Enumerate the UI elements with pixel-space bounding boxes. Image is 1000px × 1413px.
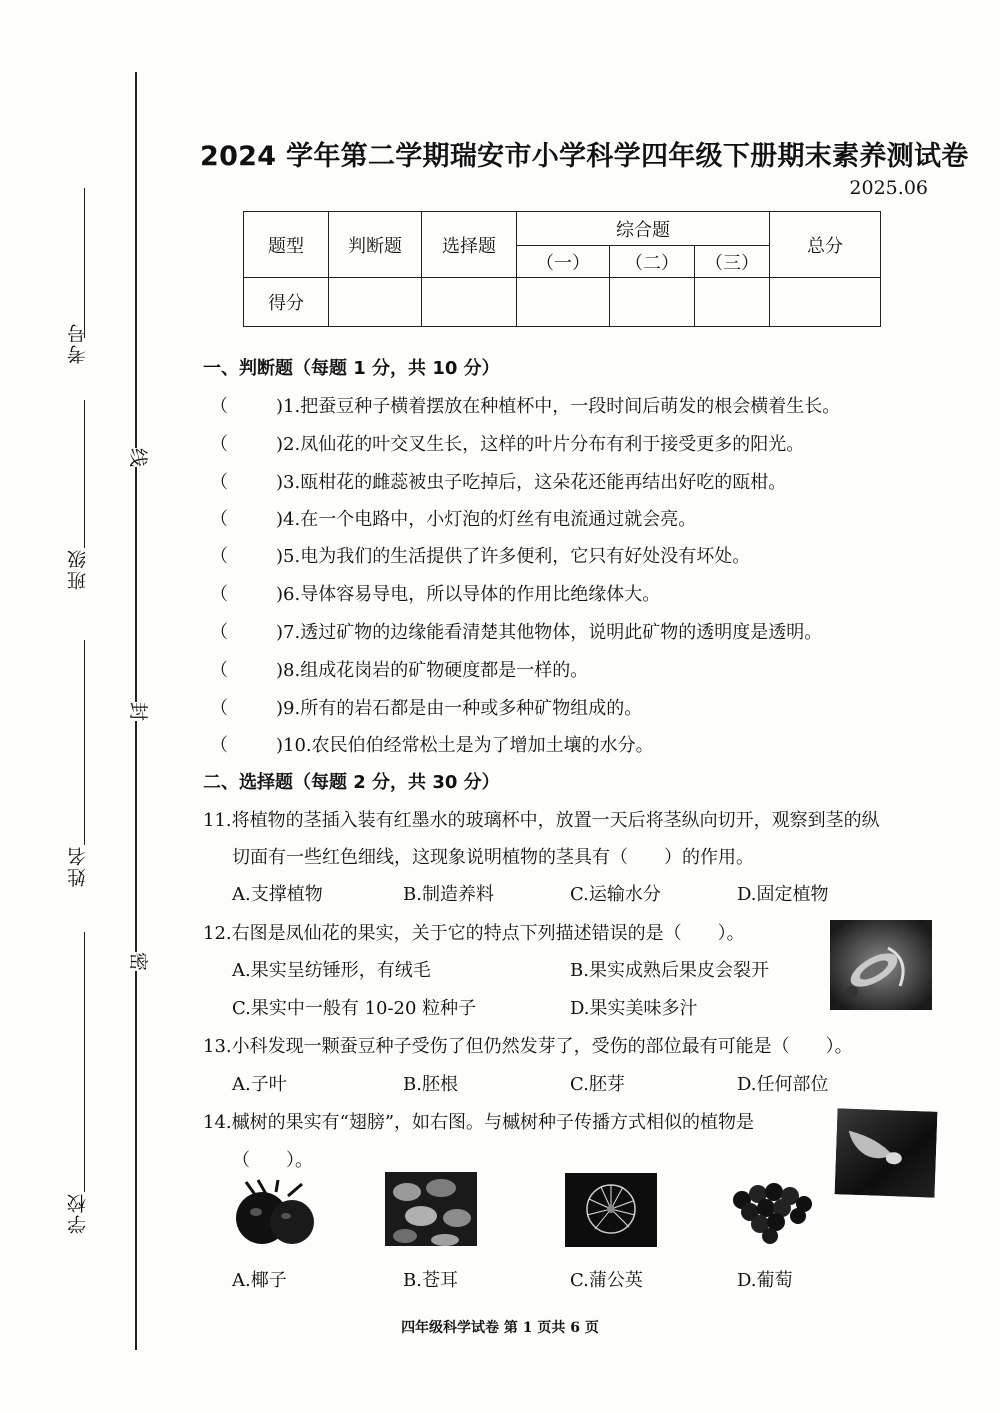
tf-item-4[interactable] xyxy=(210,505,696,531)
q12-line1: 12.右图是凤仙花的果实，关于它的特点下列描述错误的是（ ）。 xyxy=(203,923,745,944)
q13-option-c[interactable]: C.胚芽 xyxy=(570,1074,625,1095)
score-table xyxy=(243,211,881,327)
tf-item-6[interactable] xyxy=(210,580,660,606)
score-cell-true-false[interactable] xyxy=(329,278,422,327)
q12-option-c[interactable]: C.果实中一般有 10-20 粒种子 xyxy=(232,998,477,1019)
q13-option-a[interactable]: A.子叶 xyxy=(232,1074,287,1095)
coconut-image xyxy=(226,1178,324,1246)
binding-line-class xyxy=(84,400,85,548)
answer-paren: （ xyxy=(210,698,228,719)
seal-char-seal: 封 xyxy=(126,702,153,721)
balsam-fruit-photo xyxy=(830,920,932,1010)
q14-option-b[interactable]: B.苍耳 xyxy=(403,1270,458,1291)
header-total: 总分 xyxy=(770,212,881,278)
q11-line2: 切面有一些红色细线，这现象说明植物的茎具有（ ）的作用。 xyxy=(232,847,754,868)
header-question-type: 题型 xyxy=(244,212,329,278)
q14-option-a[interactable]: A.椰子 xyxy=(232,1270,287,1291)
tf-text: )3.瓯柑花的雌蕊被虫子吃掉后，这朵花还能再结出好吃的瓯柑。 xyxy=(276,472,787,493)
answer-paren: （ xyxy=(210,546,228,567)
score-cell-total[interactable] xyxy=(770,278,881,327)
name-label: 姓名 xyxy=(67,845,89,887)
answer-paren: （ xyxy=(210,660,228,681)
q11-option-b[interactable]: B.制造养料 xyxy=(403,884,494,905)
q13-option-b[interactable]: B.胚根 xyxy=(403,1074,458,1095)
q14-line1: 14.槭树的果实有“翅膀”，如右图。与槭树种子传播方式相似的植物是 xyxy=(203,1112,755,1133)
answer-paren: （ xyxy=(210,735,228,756)
answer-paren: （ xyxy=(210,584,228,605)
tf-text: )1.把蚕豆种子横着摆放在种植杯中，一段时间后萌发的根会横着生长。 xyxy=(276,396,841,417)
tf-item-9[interactable] xyxy=(210,694,642,720)
q11-option-c[interactable]: C.运输水分 xyxy=(570,884,661,905)
page-footer: 四年级科学试卷 第 1 页共 6 页 xyxy=(401,1320,599,1336)
tf-text: )6.导体容易导电，所以导体的作用比绝缘体大。 xyxy=(276,584,661,605)
q12-option-b[interactable]: B.果实成熟后果皮会裂开 xyxy=(570,960,769,981)
tf-text: )5.电为我们的生活提供了许多便利，它只有好处没有坏处。 xyxy=(276,546,751,567)
section2-heading: 二、选择题（每题 2 分，共 30 分） xyxy=(203,772,500,793)
sub-header-1: （一） xyxy=(517,246,610,278)
binding-line-name xyxy=(84,640,85,845)
maple-fruit-photo xyxy=(835,1108,938,1197)
score-cell-comp-3[interactable] xyxy=(695,278,770,327)
q14-option-c[interactable]: C.蒲公英 xyxy=(570,1270,643,1291)
score-cell-comp-1[interactable] xyxy=(517,278,610,327)
tf-item-8[interactable] xyxy=(210,656,588,682)
answer-paren: （ xyxy=(210,472,228,493)
binding-line-top xyxy=(84,188,85,338)
q12-option-d[interactable]: D.果实美味多汁 xyxy=(570,998,698,1019)
answer-paren: （ xyxy=(210,509,228,530)
sub-header-3: （三） xyxy=(695,246,770,278)
tf-item-3[interactable] xyxy=(210,468,786,494)
q13-option-d[interactable]: D.任何部位 xyxy=(737,1074,829,1095)
score-cell-choice[interactable] xyxy=(422,278,517,327)
tf-text: )4.在一个电路中，小灯泡的灯丝有电流通过就会亮。 xyxy=(276,509,697,530)
score-cell-comp-2[interactable] xyxy=(610,278,695,327)
page-title: 2024 学年第二学期瑞安市小学科学四年级下册期末素养测试卷 xyxy=(200,141,969,172)
binding-line-school xyxy=(84,932,85,1192)
q11-line1: 11.将植物的茎插入装有红墨水的玻璃杯中，放置一天后将茎纵向切开，观察到茎的纵 xyxy=(203,810,880,831)
sub-header-2: （二） xyxy=(610,246,695,278)
q11-option-d[interactable]: D.固定植物 xyxy=(737,884,829,905)
school-label: 学校 xyxy=(67,1192,89,1234)
header-comprehensive: 综合题 xyxy=(517,212,770,246)
seal-char-secret: 密 xyxy=(126,952,153,971)
q13-line1: 13.小科发现一颗蚕豆种子受伤了但仍然发芽了，受伤的部位最有可能是（ ）。 xyxy=(203,1036,853,1057)
header-multiple-choice: 选择题 xyxy=(422,212,517,278)
cocklebur-image xyxy=(385,1172,477,1246)
score-row-label: 得分 xyxy=(244,278,329,327)
tf-item-2[interactable] xyxy=(210,430,804,456)
tf-item-5[interactable] xyxy=(210,542,750,568)
q14-option-d[interactable]: D.葡萄 xyxy=(737,1270,793,1291)
grape-image xyxy=(722,1178,820,1246)
answer-paren: （ xyxy=(210,396,228,417)
section1-heading: 一、判断题（每题 1 分，共 10 分） xyxy=(203,358,500,379)
q14-line2: （ ）。 xyxy=(232,1150,313,1171)
tf-item-10[interactable] xyxy=(210,731,654,757)
seal-char-line: 线 xyxy=(126,448,153,467)
exam-number-label: 考号 xyxy=(67,322,89,364)
header-true-false: 判断题 xyxy=(329,212,422,278)
q11-option-a[interactable]: A.支撑植物 xyxy=(232,884,323,905)
tf-item-1[interactable] xyxy=(210,392,840,418)
answer-paren: （ xyxy=(210,622,228,643)
class-label: 班级 xyxy=(67,548,89,590)
tf-text: )7.透过矿物的边缘能看清楚其他物体，说明此矿物的透明度是透明。 xyxy=(276,622,823,643)
tf-text: )8.组成花岗岩的矿物硬度都是一样的。 xyxy=(276,660,589,681)
tf-text: )9.所有的岩石都是由一种或多种矿物组成的。 xyxy=(276,698,643,719)
answer-paren: （ xyxy=(210,434,228,455)
exam-date: 2025.06 xyxy=(849,177,928,199)
tf-text: )10.农民伯伯经常松土是为了增加土壤的水分。 xyxy=(276,735,654,756)
q12-option-a[interactable]: A.果实呈纺锤形，有绒毛 xyxy=(232,960,431,981)
dandelion-image xyxy=(565,1173,657,1247)
tf-item-7[interactable] xyxy=(210,618,822,644)
tf-text: )2.凤仙花的叶交叉生长，这样的叶片分布有利于接受更多的阳光。 xyxy=(276,434,805,455)
